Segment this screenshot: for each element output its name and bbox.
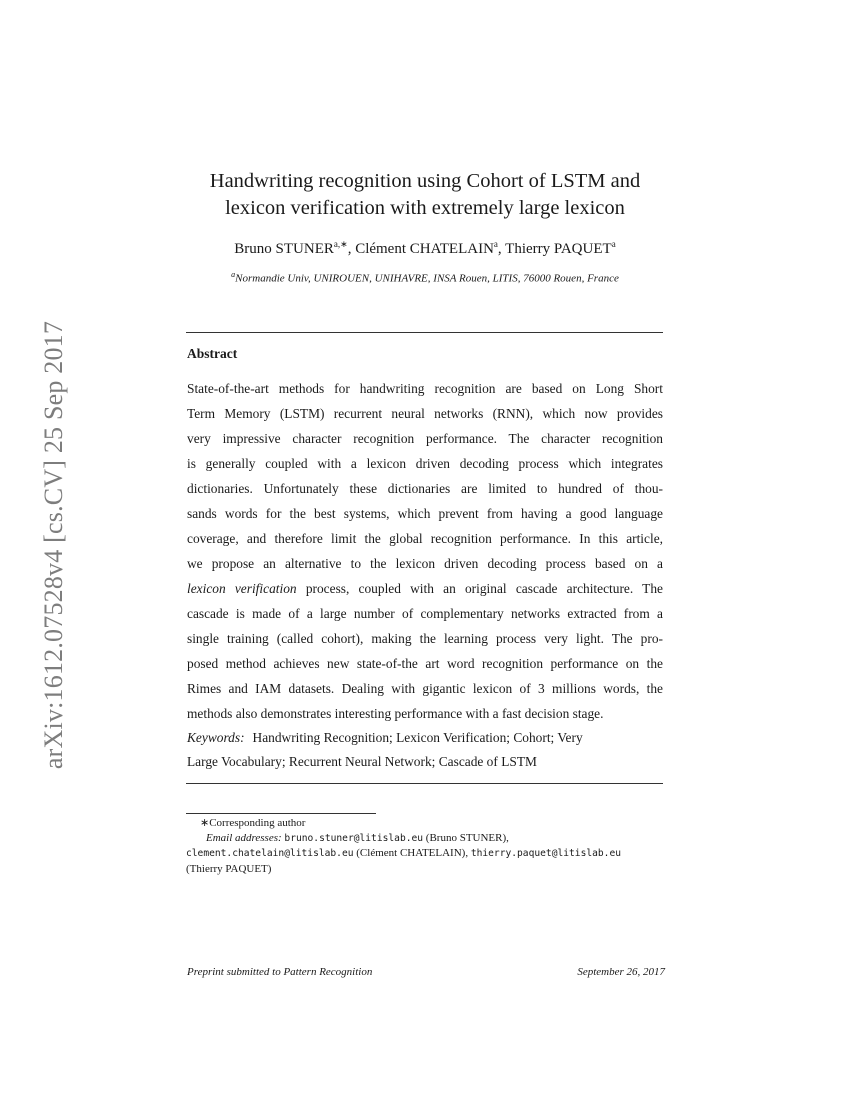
email-link[interactable]: clement.chatelain@litislab.eu xyxy=(186,848,354,859)
email-line-1 xyxy=(186,831,666,847)
email-link[interactable]: thierry.paquet@litislab.eu xyxy=(470,848,622,859)
author-name: Clément CHATELAIN xyxy=(355,241,494,257)
title-line-2: lexicon verification with extremely large lexicon xyxy=(225,197,625,219)
abstract-line: cascade is made of a large number of complementary networks extracted from a xyxy=(187,606,663,621)
corresponding-author-note: ∗Corresponding author xyxy=(200,817,306,829)
author-separator: , xyxy=(347,241,356,257)
abstract-line: posed method achieves new state-of-the art word recognition performance on the xyxy=(187,656,663,671)
abstract-line: Rimes and IAM datasets. Dealing with gigantic lexicon of 3 millions words, the xyxy=(187,681,663,696)
keywords-block xyxy=(187,726,663,774)
affiliation xyxy=(150,270,700,285)
abstract-line: very impressive character recognition performance. The character recognition xyxy=(187,431,663,446)
author-separator: , xyxy=(497,241,506,257)
keywords-line-2: Large Vocabulary; Recurrent Neural Network; Cascade of LSTM xyxy=(187,754,537,769)
abstract-emphasis: lexicon verification xyxy=(187,581,297,596)
email-link[interactable]: bruno.stuner@litislab.eu xyxy=(284,832,424,844)
email-line-2 xyxy=(186,846,666,862)
preprint-date: September 26, 2017 xyxy=(577,966,665,978)
abstract-line: is generally coupled with a lexicon driven decoding process which integrates xyxy=(187,456,663,471)
abstract-line-rest: process, coupled with an original cascade architecture. The xyxy=(305,581,663,596)
paper-title xyxy=(150,168,700,222)
abstract-line: coverage, and therefore limit the global recognition performance. In this article, xyxy=(187,531,663,546)
abstract-heading: Abstract xyxy=(187,346,238,361)
author-name: Thierry PAQUET xyxy=(505,241,612,257)
email-owner: (Bruno STUNER), xyxy=(423,831,509,844)
abstract-body xyxy=(187,376,663,726)
author-mark: a,∗ xyxy=(333,239,348,249)
abstract-line: State-of-the-art methods for handwriting recognition are based on Long Short xyxy=(187,381,663,396)
title-line-1: Handwriting recognition using Cohort of LSTM and xyxy=(209,170,641,192)
abstract-line: methods also demonstrates interesting performance with a fast decision stage. xyxy=(187,706,604,721)
affiliation-text: Normandie Univ, UNIROUEN, UNIHAVRE, INSA Rouen, LITIS, 76000 Rouen, France xyxy=(235,272,619,285)
abstract-bottom-rule xyxy=(186,783,663,784)
email-owner: (Thierry PAQUET) xyxy=(186,862,272,875)
abstract-top-rule xyxy=(186,332,663,333)
author-mark: a xyxy=(611,239,616,249)
keywords-text-1: Handwriting Recognition; Lexicon Verification; Cohort; Very xyxy=(252,730,583,745)
affiliation-mark: a xyxy=(231,270,236,279)
keywords-line-1 xyxy=(187,726,663,750)
footnote xyxy=(186,816,666,876)
author-mark: a xyxy=(493,239,498,249)
footnote-rule xyxy=(186,813,376,814)
email-label: Email addresses: xyxy=(206,831,282,844)
abstract-line: Term Memory (LSTM) recurrent neural networks (RNN), which now provides xyxy=(187,406,663,421)
abstract-line-with-emphasis xyxy=(187,576,663,601)
author-name: Bruno STUNER xyxy=(234,241,334,257)
arxiv-identifier-stamp: arXiv:1612.07528v4 [cs.CV] 25 Sep 2017 xyxy=(39,320,68,770)
preprint-notice: Preprint submitted to Pattern Recognition xyxy=(187,966,373,978)
author-list xyxy=(150,239,700,258)
abstract-line: single training (called cohort), making the learning process very light. The pro- xyxy=(187,631,663,646)
abstract-line: sands words for the best systems, which prevent from having a good language xyxy=(187,506,663,521)
email-owner: (Clément CHATELAIN), xyxy=(353,847,471,859)
abstract-line: dictionaries. Unfortunately these dictionaries are limited to hundred of thou- xyxy=(187,481,663,496)
abstract-line: we propose an alternative to the lexicon driven decoding process based on a xyxy=(187,556,663,571)
keywords-label: Keywords: xyxy=(187,730,245,745)
